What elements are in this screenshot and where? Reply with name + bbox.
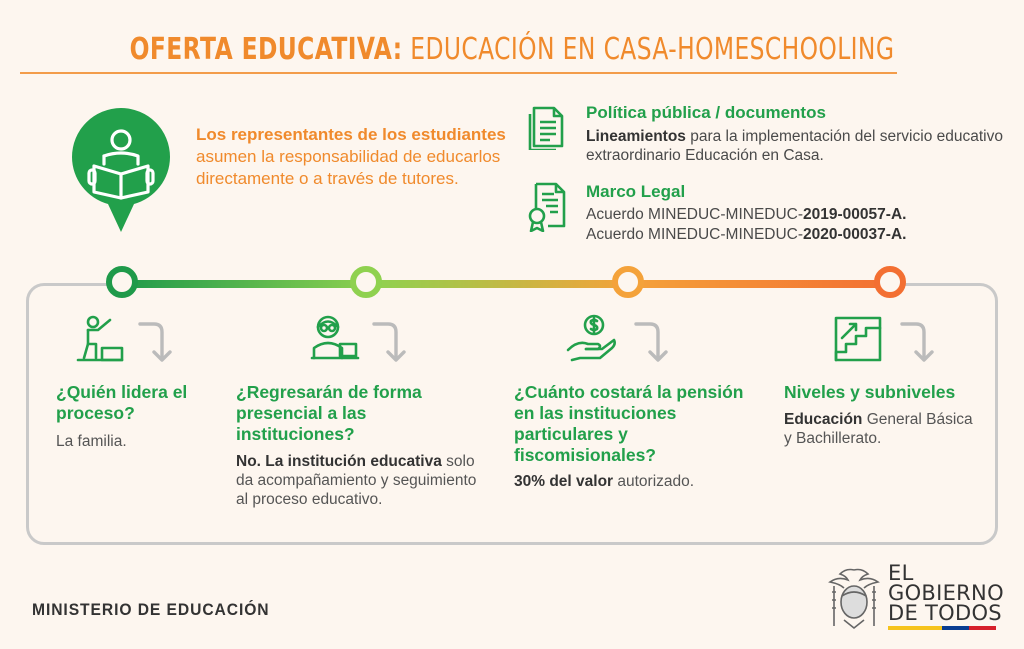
col-2-answer-bold: No. La institución educativa [236,453,442,470]
intro-text [196,124,516,190]
col-4-question: Niveles y subniveles [784,382,956,402]
turn-down-arrow-icon [900,322,934,364]
title-rest: EDUCACIÓN EN CASA-HOMESCHOOLING [402,32,895,67]
intro-body: asumen la responsabilidad de educarlos directamente o a través de tutores. [196,147,501,188]
legal-title: Marco Legal [586,182,686,201]
policy-title: Política pública / documentos [586,103,826,122]
title-bold: OFERTA EDUCATIVA: [129,32,403,67]
col-1-answer [56,432,226,451]
policy-body [586,127,1006,165]
col-3-answer-text: autorizado. [613,473,695,490]
col-4-answer [784,410,984,448]
flag-stripe [888,626,996,630]
student-reading-icon [72,108,170,236]
legal-line-2 [586,225,1006,244]
timeline-node-2 [350,266,382,298]
legal-line-1-bold: 2019-00057-A. [803,206,907,223]
document-icon [528,104,568,150]
gov-line-2: GOBIERNO [888,581,1004,605]
col-2-answer [236,452,486,509]
timeline-node-4 [874,266,906,298]
coat-of-arms-icon [826,566,882,632]
col-3-answer [514,472,764,491]
legal-line-1-prefix: Acuerdo MINEDUC-MINEDUC- [586,206,804,223]
timeline-bar [122,280,892,288]
turn-down-arrow-icon [138,322,172,364]
col-1-answer-text: La familia. [56,433,127,450]
intro-highlight: Los representantes de los estudiantes [196,125,506,144]
stairs-up-icon [834,314,884,364]
col-2-answer-text: solo da acompañamiento y seguimiento al proceso educativo. [236,453,477,508]
gov-line-1: EL [888,561,914,585]
ministry-label: MINISTERIO DE EDUCACIÓN [32,600,270,619]
col-2-question: ¿Regresarán de forma presencial a las instituciones? [236,382,422,444]
coin-hand-icon [566,314,616,364]
col-3-question: ¿Cuánto costará la pensión en las instituciones particulares y fiscomisionales? [514,382,744,465]
gov-line-3: DE TODOS [888,601,1002,625]
page-title [113,30,912,70]
person-climbing-icon [76,314,126,364]
col-3-answer-bold: 30% del valor [514,473,614,490]
turn-down-arrow-icon [634,322,668,364]
certificate-icon [528,182,568,232]
legal-line-2-bold: 2020-00037-A. [803,226,907,243]
col-1-question: ¿Quién lidera el proceso? [56,382,188,423]
legal-line-2-prefix: Acuerdo MINEDUC-MINEDUC- [586,226,804,243]
turn-down-arrow-icon [372,322,406,364]
government-logo-text [888,563,1018,623]
col-4-answer-text: General Básica y Bachillerato. [784,411,973,447]
title-underline [20,72,897,74]
teacher-desk-icon [310,314,360,364]
legal-line-1 [586,205,1006,224]
timeline-node-3 [612,266,644,298]
policy-bold: Lineamientos [586,128,686,145]
col-4-answer-bold: Educación [784,411,863,428]
policy-text: para la implementación del servicio educativo extraordinario Educación en Casa. [586,128,1003,164]
timeline-node-1 [106,266,138,298]
